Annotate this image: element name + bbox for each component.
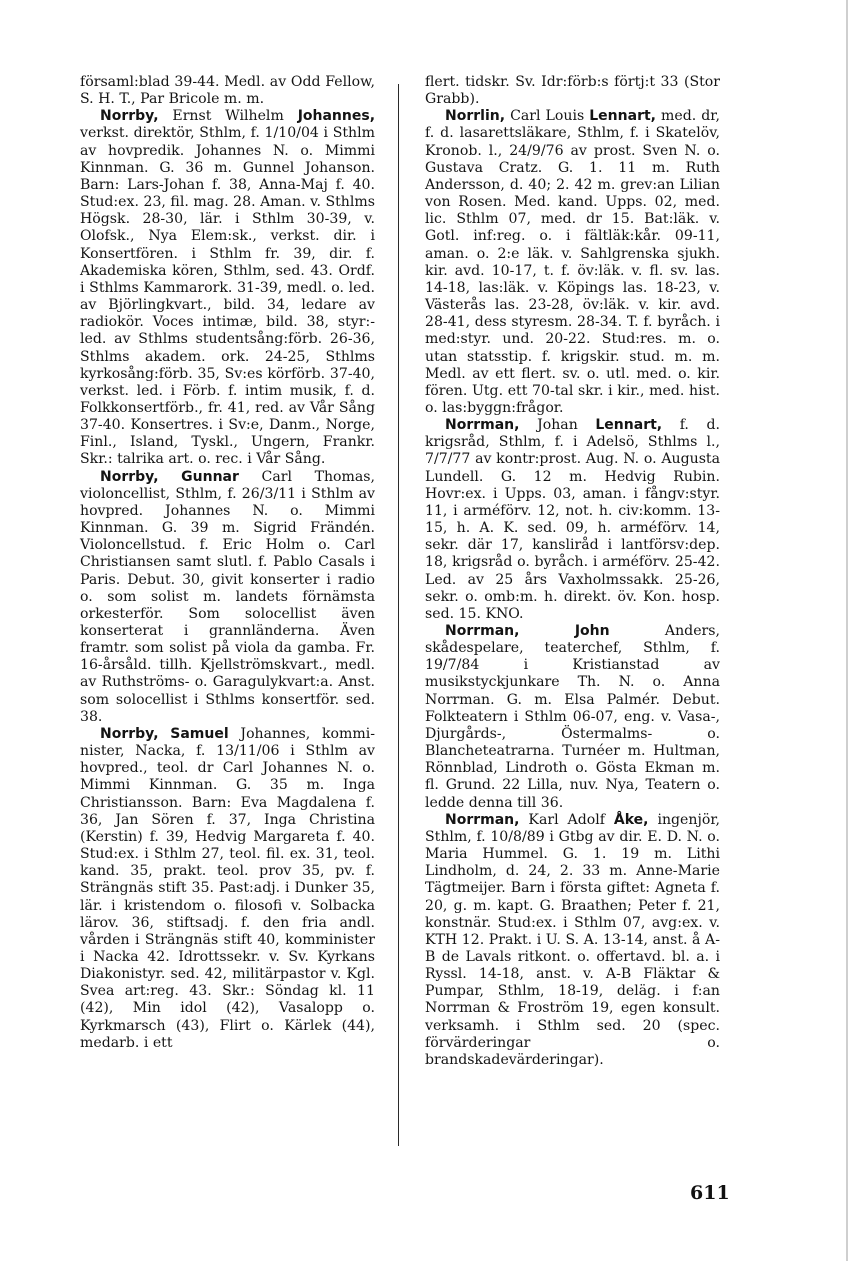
entry-norrman-lennart: [425, 417, 720, 623]
entry-norrby-gunnar: [80, 469, 375, 726]
entry-called-name: Lennart,: [595, 417, 663, 434]
entry-text: kommi-nister, Nacka, f. 13/11/06 i Sthlm av hovpred., teol. dr Carl Johannes N. o. Mimmi Kinnman. G. 35 m. Inga Christiansson. Barn: Eva Magdalena f. 36, Jan Sören f. 37, Inga Christina (Kerstin) f. 39, Hedvig Margareta f. 40. Stud:ex. i Sthlm 27, teol. fil. ex. 31, teol. kand. 35, prakt. teol. prov 35, pv. f. Strängnäs stift 35. Past:adj. i Dunker 35, lär. i kristendom o. filosofi v. Solbacka lärov. 36, stiftsadj. f. den fria andl. vården i Strängnäs stift 40, komminister i Nacka 42. Idrottssekr. v. Sv. Kyrkans Diakonistyr. sed. 42, militärpastor v. Kgl. Svea art:reg. 43. Skr.: Söndag kl. 11 (42), Min idol (42), Vasalopp o. Kyrkmarsch (43), Flirt o. Kärlek (44), medarb. i ett: [80, 725, 376, 1051]
entry-text: f. d. krigsråd, Sthlm, f. i Adelsö, Sthlms l., 7/7/77 av kontr:prost. Aug. N. o. Augusta Lundell. G. 12 m. Hedvig Rubin. Hovr:ex. i Upps. 03, aman. i fångv:styr. 11, i arméförv. 12, not. h. civ:komm. 13-15, h. A. K. sed. 09, h. arméförv. 14, sekr. där 17, kansliråd i lantförsv:dep. 18, krigsråd o. byråch. i arméförv. 25-42. Led. av 25 års Vaxholmssakk. 25-26, sekr. o. omb:m. h. direkt. öv. Kon. hosp. sed. 15. KNO.: [425, 417, 721, 622]
entry-text: skådespelare, teaterchef, Sthlm, f. 19/7/84 i Kristianstad av musikstyckjunkare Th. N. o. Anna Norrman. G. m. Elsa Palmér. Debut. Folkteatern i Sthlm 06-07, eng. v. Vasa-, Djurgårds-, Östermalms- o. Blancheteatrarna. Turnéer m. Hultman, Rönnblad, Lindroth o. Gösta Ekman m. fl. Grund. 22 Lilla, nuv. Nya, Teatern o. ledde denna till 36.: [425, 640, 720, 811]
entry-continuation-left: [80, 74, 375, 108]
entry-called-name: Lennart,: [589, 108, 656, 125]
entry-called-name: Gunnar: [181, 468, 239, 485]
page-number: 611: [690, 1182, 730, 1204]
entry-surname: Norrman,: [445, 623, 520, 639]
entry-norrby-samuel: [80, 726, 375, 1052]
entry-surname: Norrman,: [445, 417, 520, 434]
entry-surname: Norrby,: [100, 108, 159, 125]
entry-given-names: Ernst Wilhelm: [172, 108, 284, 125]
entry-text: med. dr, f. d. lasarettsläkare, Sthlm, f. i Skatelöv, Kronob. l., 24/9/76 av prost. Sven N. o. Gustava Cratz. G. 1. 11 m. Ruth Andersson, d. 40; 2. 42 m. grev:an Lilian von Rosen. Med. kand. Upps. 02, med. lic. Sthlm 07, med. dr 15. Bat:läk. v. Gotl. inf:reg. o. i fältläk:kår. 09-11, aman. o. 2:e läk. v. Sahlgrenska sjukh. kir. avd. 10-17, t. f. öv:läk. v. fl. sv. las. 14-18, las:läk. v. Köpings las. 18-23, v. Västerås las. 23-28, öv:läk. v. kir. avd. 28-41, dess styresm. 28-34. T. f. byråch. i med:styr. und. 20-22. Stud:res. m. o. utan statsstip. f. krigskir. stud. m. m. Medl. av ett flert. sv. o. utl. med. o. kir. fören. Utg. ett 70-tal skr. i kir., med. hist. o. las:byggn:frågor.: [425, 108, 720, 416]
entry-given-names: Carl Thomas,: [261, 468, 376, 485]
entry-text: violoncellist, Sthlm, f. 26/3/11 i Sthlm av hovpred. Johannes N. o. Mimmi Kinnman. G. 39 m. Sigrid Frändén. Violoncellstud. f. Eric Holm o. Carl Christiansen samt slutl. f. Pablo Casals i Paris. Debut. 30, givit konserter i radio o. som solist m. landets förnämsta orkesterför. Som solocellist även konserterat i grannländerna. Även framtr. som solist på viola da gamba. Fr. 16-årsåld. tillh. Kjellströmskvart., medl. av Ruthströms- o. Garagulykvart:a. Anst. som solocellist i Sthlms konsertför. sed. 38.: [80, 485, 375, 725]
entry-surname: Norrlin,: [445, 108, 506, 125]
entry-called-name: Samuel: [170, 725, 229, 742]
entry-surname: Norrby,: [100, 468, 159, 485]
entry-called-name: John: [574, 623, 610, 639]
entry-text: ingenjör, Sthlm, f. 10/8/89 i Gtbg av dir. E. D. N. o. Maria Hummel. G. 1. 19 m. Lithi Lindholm, d. 24, 2. 33 m. Anne-Marie Tägtmeijer. Barn i första giftet: Agneta f. 20, g. m. kapt. G. Braathen; Peter f. 21, konstnär. Stud:ex. i Sthlm 07, avg:ex. v. KTH 12. Prakt. i U. S. A. 13-14, anst. å A-B de Lavals ritkont. o. offertavd. bl. a. i Ryssl. 14-18, anst. v. A-B Fläktar & Pumpar, Sthlm, 18-19, deläg. i f:an Norrman & Froström 19, egen konsult. verksamh. i Sthlm sed. 20 (spec. förvärderingar o. brandskadevärderingar).: [425, 811, 721, 1068]
entry-text: flert. tidskr. Sv. Idr:förb:s förtj:t 33 (Stor Grabb).: [425, 74, 720, 108]
entry-text: verkst. direktör, Sthlm, f. 1/10/04 i Sthlm av hovpredik. Johannes N. o. Mimmi Kinnman. G. 36 m. Gunnel Johanson. Barn: Lars-Johan f. 38, Anna-Maj f. 40. Stud:ex. 23, fil. mag. 28. Aman. v. Sthlms Högsk. 28-30, lär. i Sthlm 30-39, v. Olofsk., Nya Elem:sk., verkst. dir. i Konsertfören. i Sthlm fr. 39, dir. f. Akademiska kören, Sthlm, sed. 43. Ordf. i Sthlms Kammarork. 31-39, medl. o. led. av Björlingkvart., bild. 34, ledare av radiokör. Voces intimæ, bild. 38, styr:-led. av Sthlms studentsång:förb. 26-36, Sthlms akadem. ork. 24-25, Sthlms kyrkosång:förb. 35, Sv:es körförb. 37-40, verkst. led. i Förb. f. intim musik, f. d. Folkkonsertförb., fr. 41, red. av Vår Sång 37-40. Konsertres. i Sv:e, Danm., Norge, Finl., Island, Tyskl., Ungern, Frankr. Skr.: talrika art. o. rec. i Vår Sång.: [80, 125, 375, 468]
entry-surname: Norrman,: [445, 811, 520, 828]
entry-norrlin-lennart: [425, 108, 720, 417]
entry-given-names: Johannes,: [240, 725, 311, 742]
entry-given-names: Johan: [537, 417, 578, 434]
right-column: [425, 74, 720, 1069]
entry-called-name: Åke,: [613, 811, 649, 828]
left-column: [80, 74, 375, 1052]
entry-given-names: Karl Adolf: [528, 811, 605, 828]
entry-called-name: Johannes,: [297, 108, 376, 125]
entry-text: församl:blad 39-44. Medl. av Odd Fellow, S. H. T., Par Bricole m. m.: [80, 74, 375, 108]
entry-norrby-johannes: [80, 108, 375, 468]
entry-surname: Norrby,: [100, 725, 159, 742]
entry-norrman-ake: [425, 812, 720, 1069]
entry-given-names: Anders,: [664, 623, 720, 639]
column-divider: [398, 84, 399, 1146]
entry-continuation-right: [425, 74, 720, 108]
entry-given-names: Carl Louis: [510, 108, 585, 125]
entry-norrman-john: [425, 623, 720, 812]
